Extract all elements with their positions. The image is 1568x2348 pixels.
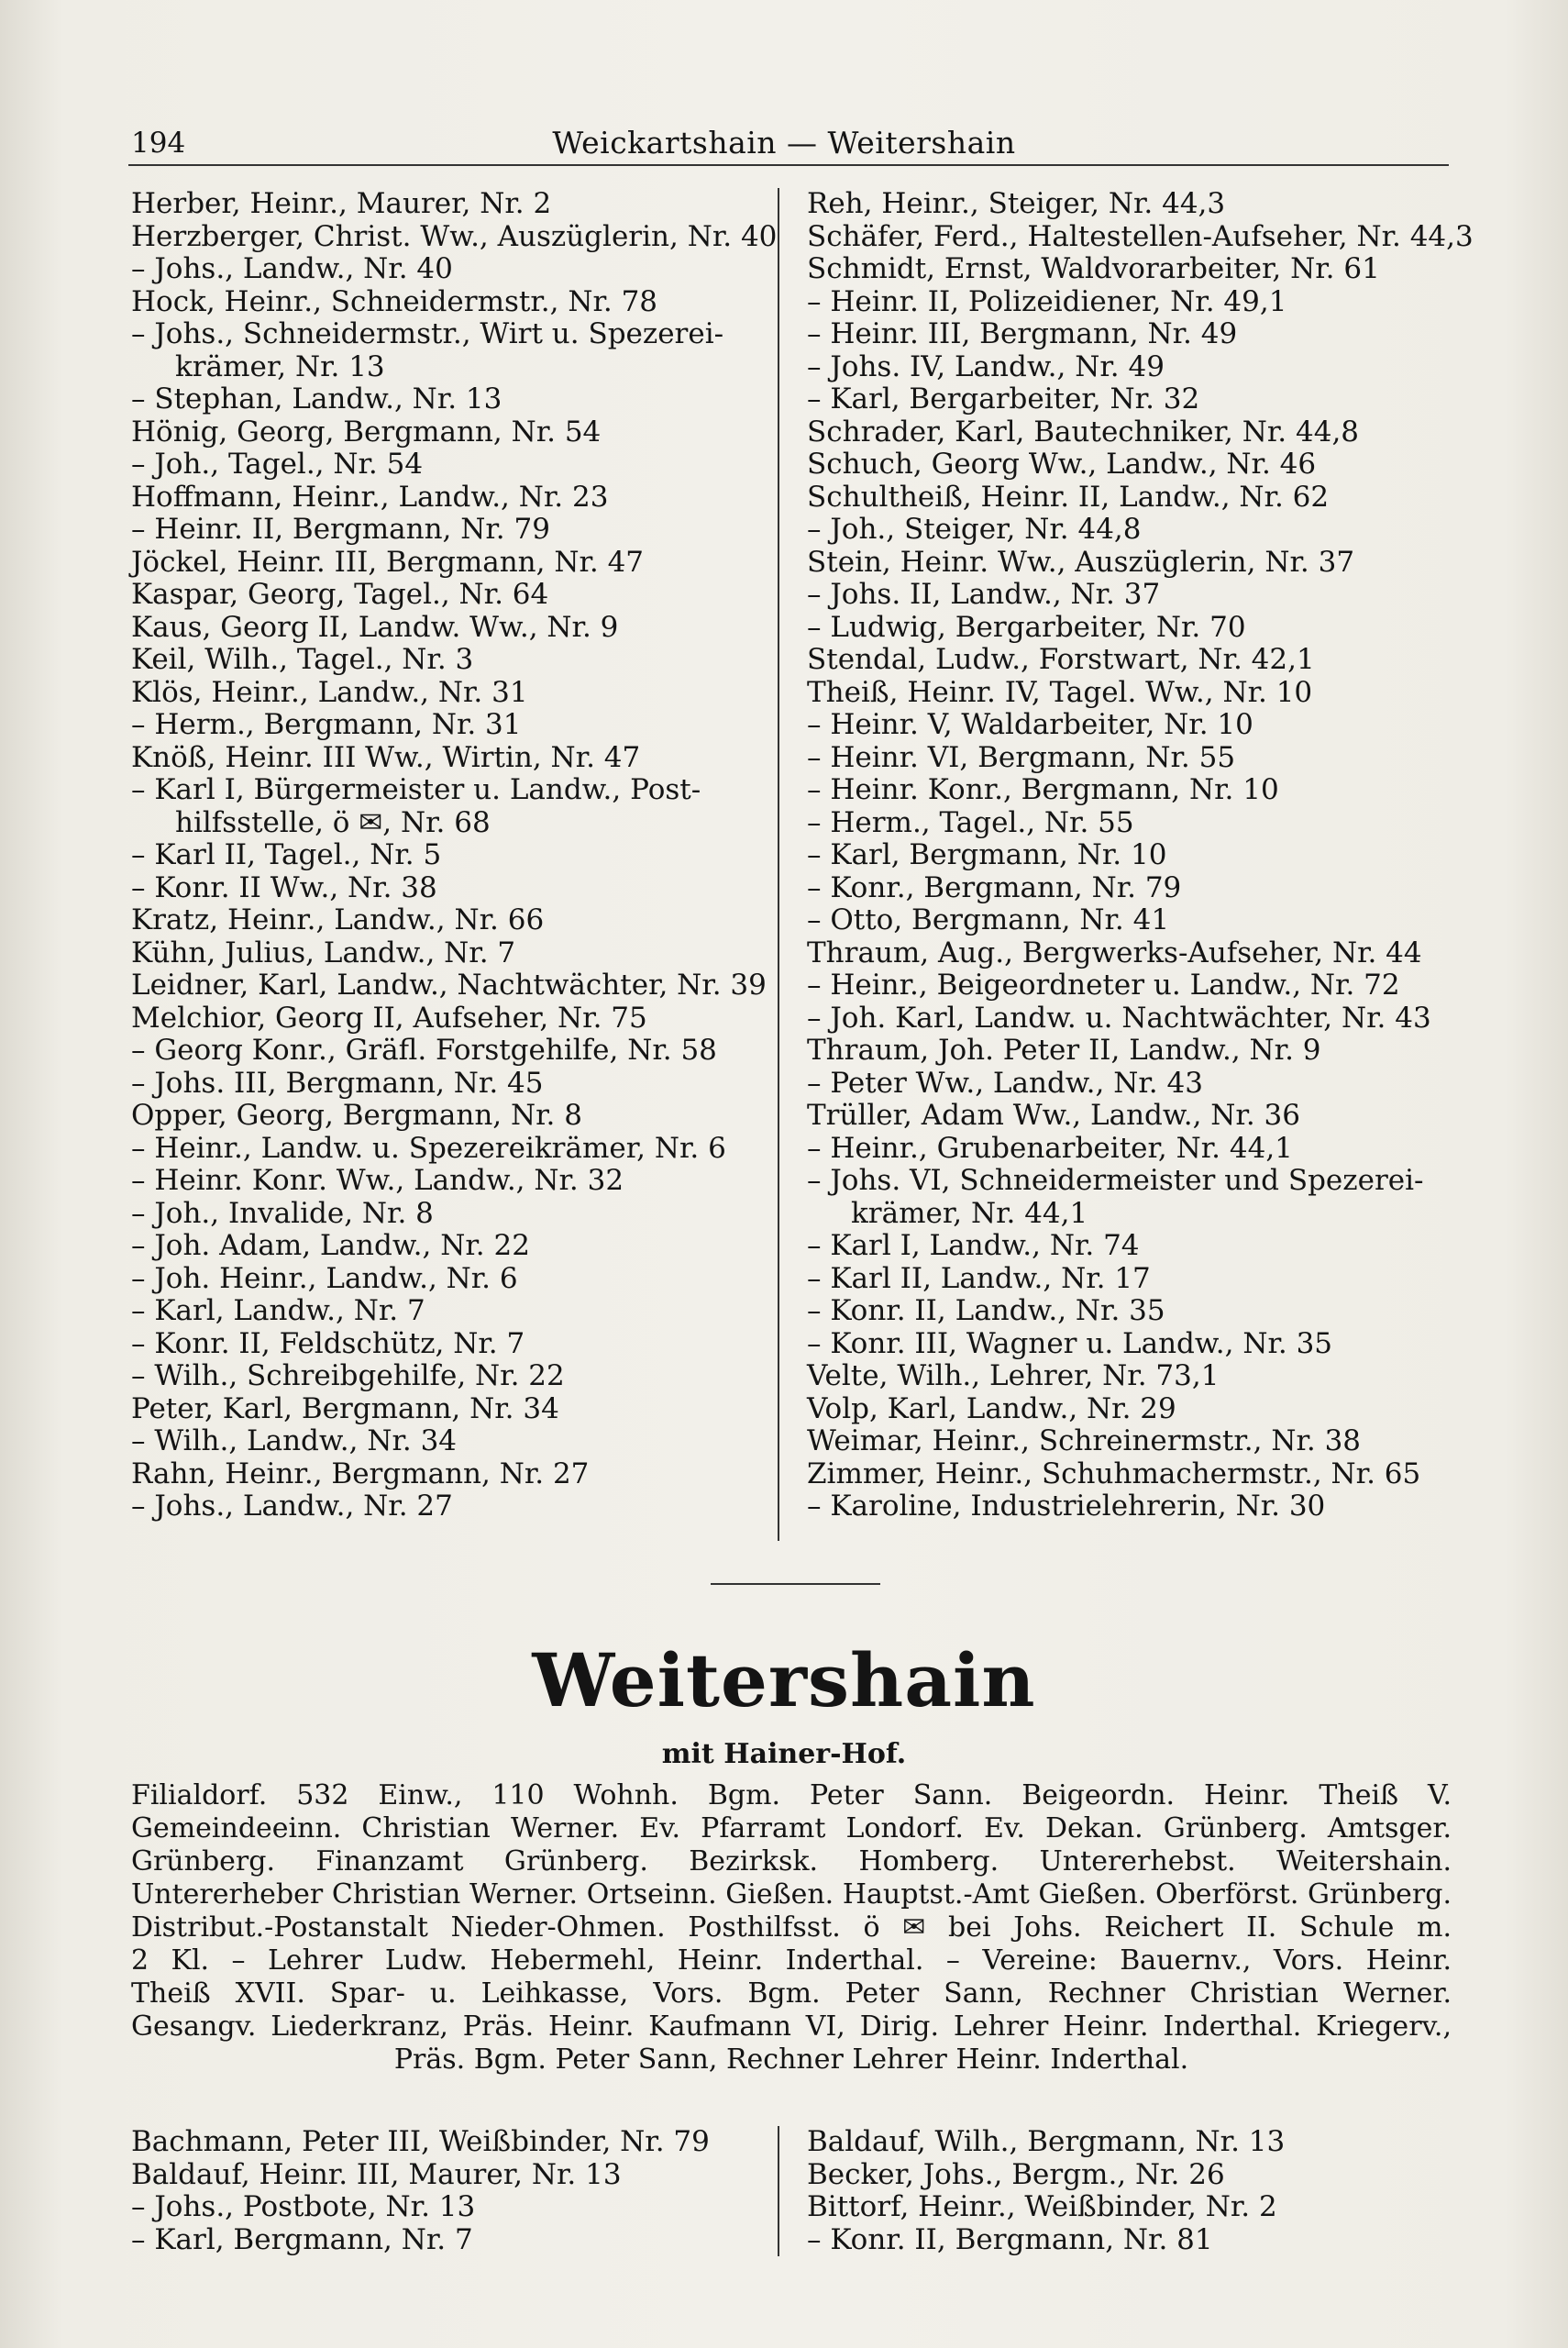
directory-entry: – Johs., Schneidermstr., Wirt u. Spezerei- <box>131 317 724 350</box>
description-line: Gemeindeeinn. Christian Werner. Ev. Pfarramt Londorf. Ev. Dekan. Grünberg. Amtsger. <box>131 1812 1452 1844</box>
directory-entry: Hoffmann, Heinr., Landw., Nr. 23 <box>131 480 609 514</box>
directory-entry: Herber, Heinr., Maurer, Nr. 2 <box>131 187 552 220</box>
description-line: Distribut.-Postanstalt Nieder-Ohmen. Posthilfsst. ö ✉ bei Johs. Reichert II. Schule m. <box>131 1911 1452 1944</box>
directory-entry: – Johs., Postbote, Nr. 13 <box>131 2190 476 2223</box>
directory-entry: – Joh., Invalide, Nr. 8 <box>131 1196 434 1230</box>
section-separator <box>711 1583 880 1585</box>
directory-entry: Velte, Wilh., Lehrer, Nr. 73,1 <box>807 1359 1220 1392</box>
directory-entry: Theiß, Heinr. IV, Tagel. Ww., Nr. 10 <box>807 675 1313 709</box>
directory-entry: Bittorf, Heinr., Weißbinder, Nr. 2 <box>807 2190 1277 2223</box>
directory-entry: – Herm., Bergmann, Nr. 31 <box>131 708 522 741</box>
directory-entry: – Joh. Heinr., Landw., Nr. 6 <box>131 1261 518 1295</box>
description-line: Filialdorf. 532 Einw., 110 Wohnh. Bgm. Peter Sann. Beigeordn. Heinr. Theiß V. <box>131 1779 1452 1811</box>
directory-entry: Kaus, Georg II, Landw. Ww., Nr. 9 <box>131 610 619 644</box>
directory-entry: – Heinr. II, Polizeidiener, Nr. 49,1 <box>807 284 1287 318</box>
directory-entry: – Konr. II Ww., Nr. 38 <box>131 870 437 904</box>
directory-entry: Rahn, Heinr., Bergmann, Nr. 27 <box>131 1456 590 1490</box>
directory-entry: Stendal, Ludw., Forstwart, Nr. 42,1 <box>807 643 1315 676</box>
directory-entry: Schultheiß, Heinr. II, Landw., Nr. 62 <box>807 480 1330 514</box>
directory-entry: Stein, Heinr. Ww., Auszüglerin, Nr. 37 <box>807 545 1355 579</box>
directory-entry: – Karl, Bergmann, Nr. 10 <box>807 838 1167 871</box>
description-line: Präs. Bgm. Peter Sann, Rechner Lehrer Heinr. Inderthal. <box>393 2043 1189 2076</box>
directory-entry: – Joh. Adam, Landw., Nr. 22 <box>131 1229 530 1262</box>
left-column <box>131 188 777 1523</box>
directory-entry: Trüller, Adam Ww., Landw., Nr. 36 <box>807 1099 1300 1132</box>
directory-entry: Kaspar, Georg, Tagel., Nr. 64 <box>131 578 549 611</box>
directory-entry: Keil, Wilh., Tagel., Nr. 3 <box>131 643 474 676</box>
directory-entry: – Heinr. VI, Bergmann, Nr. 55 <box>807 740 1236 774</box>
directory-entry: – Otto, Bergmann, Nr. 41 <box>807 903 1170 936</box>
bottom-right-column <box>807 2126 1285 2256</box>
directory-entry: Klös, Heinr., Landw., Nr. 31 <box>131 675 528 709</box>
directory-entry: – Karl, Bergmann, Nr. 7 <box>131 2222 473 2256</box>
directory-entry: Thraum, Aug., Bergwerks-Aufseher, Nr. 44 <box>807 936 1422 969</box>
column-divider <box>778 188 779 1541</box>
description-line: Grünberg. Finanzamt Grünberg. Bezirksk. Homberg. Untererhebst. Weitershain. <box>131 1845 1452 1877</box>
directory-entry: Volp, Karl, Landw., Nr. 29 <box>807 1391 1176 1425</box>
directory-entry: krämer, Nr. 44,1 <box>851 1196 1088 1230</box>
section-subtitle: mit Hainer-Hof. <box>661 1738 907 1770</box>
directory-entry: Opper, Georg, Bergmann, Nr. 8 <box>131 1099 582 1132</box>
directory-entry: – Joh., Steiger, Nr. 44,8 <box>807 513 1142 546</box>
directory-entry: – Wilh., Landw., Nr. 34 <box>131 1424 458 1457</box>
directory-entry: Kratz, Heinr., Landw., Nr. 66 <box>131 903 545 936</box>
directory-entry: – Herm., Tagel., Nr. 55 <box>807 805 1134 839</box>
directory-entry: – Heinr., Grubenarbeiter, Nr. 44,1 <box>807 1131 1293 1165</box>
bottom-column-divider <box>778 2126 779 2256</box>
page-number: 194 <box>131 127 186 160</box>
description-line: Theiß XVII. Spar- u. Leihkasse, Vors. Bgm. Peter Sann, Rechner Christian Werner. <box>131 1977 1452 2010</box>
directory-entry: Schäfer, Ferd., Haltestellen-Aufseher, Nr. 44,3 <box>807 219 1474 253</box>
directory-entry: – Karl, Bergarbeiter, Nr. 32 <box>807 382 1200 415</box>
directory-entry: Schmidt, Ernst, Waldvorarbeiter, Nr. 61 <box>807 252 1380 285</box>
directory-entry: Baldauf, Wilh., Bergmann, Nr. 13 <box>807 2125 1286 2158</box>
directory-entry: – Ludwig, Bergarbeiter, Nr. 70 <box>807 610 1246 644</box>
directory-entry: krämer, Nr. 13 <box>175 349 385 383</box>
directory-entry: – Johs. III, Bergmann, Nr. 45 <box>131 1066 544 1100</box>
directory-entry: Bachmann, Peter III, Weißbinder, Nr. 79 <box>131 2125 710 2158</box>
directory-entry: – Johs., Landw., Nr. 40 <box>131 252 453 285</box>
description-line: Gesangv. Liederkranz, Präs. Heinr. Kaufmann VI, Dirig. Lehrer Heinr. Inderthal. Kriegerv., <box>131 2010 1452 2043</box>
directory-entry: Leidner, Karl, Landw., Nachtwächter, Nr. 39 <box>131 969 767 1002</box>
directory-entry: Weimar, Heinr., Schreinermstr., Nr. 38 <box>807 1424 1362 1457</box>
directory-entry: – Johs. IV, Landw., Nr. 49 <box>807 349 1165 383</box>
description-line: 2 Kl. – Lehrer Ludw. Hebermehl, Heinr. Inderthal. – Vereine: Bauernv., Vors. Heinr. <box>131 1944 1452 1977</box>
directory-entry: – Konr. III, Wagner u. Landw., Nr. 35 <box>807 1326 1333 1360</box>
directory-entry: – Karl I, Landw., Nr. 74 <box>807 1229 1140 1262</box>
directory-entry: – Johs. VI, Schneidermeister und Spezerei- <box>807 1164 1424 1197</box>
directory-entry: hilfsstelle, ö ✉, Nr. 68 <box>175 805 491 839</box>
running-title: Weickartshain — Weitershain <box>552 125 1016 161</box>
directory-entry: – Heinr. II, Bergmann, Nr. 79 <box>131 513 550 546</box>
directory-entry: – Heinr. Konr., Bergmann, Nr. 10 <box>807 773 1279 806</box>
directory-entry: Thraum, Joh. Peter II, Landw., Nr. 9 <box>807 1034 1321 1067</box>
description-line: Untererheber Christian Werner. Ortseinn. Gießen. Hauptst.-Amt Gießen. Oberförst. Grünberg. <box>131 1878 1452 1911</box>
directory-entry: Kühn, Julius, Landw., Nr. 7 <box>131 936 516 969</box>
section-description <box>131 1779 1452 2077</box>
directory-entry: – Heinr. Konr. Ww., Landw., Nr. 32 <box>131 1164 624 1197</box>
directory-entry: – Georg Konr., Gräfl. Forstgehilfe, Nr. 58 <box>131 1034 717 1067</box>
directory-entry: – Karl I, Bürgermeister u. Landw., Post- <box>131 773 701 806</box>
directory-entry: – Heinr., Landw. u. Spezereikrämer, Nr. 6 <box>131 1131 726 1165</box>
directory-entry: – Joh., Tagel., Nr. 54 <box>131 448 424 481</box>
directory-entry: Melchior, Georg II, Aufseher, Nr. 75 <box>131 1001 647 1035</box>
directory-entry: – Konr. II, Landw., Nr. 35 <box>807 1294 1165 1327</box>
directory-entry: – Wilh., Schreibgehilfe, Nr. 22 <box>131 1359 565 1392</box>
directory-entry: Jöckel, Heinr. III, Bergmann, Nr. 47 <box>131 545 645 579</box>
directory-entry: Knöß, Heinr. III Ww., Wirtin, Nr. 47 <box>131 740 641 774</box>
directory-entry: – Peter Ww., Landw., Nr. 43 <box>807 1066 1203 1100</box>
header-rule <box>128 164 1449 166</box>
directory-entry: – Konr. II, Feldschütz, Nr. 7 <box>131 1326 525 1360</box>
directory-entry: – Konr. II, Bergmann, Nr. 81 <box>807 2222 1213 2256</box>
directory-entry: Hönig, Georg, Bergmann, Nr. 54 <box>131 415 602 449</box>
directory-entry: Baldauf, Heinr. III, Maurer, Nr. 13 <box>131 2157 622 2191</box>
directory-entry: Hock, Heinr., Schneidermstr., Nr. 78 <box>131 284 658 318</box>
directory-entry: – Karl II, Landw., Nr. 17 <box>807 1261 1151 1295</box>
directory-entry: Peter, Karl, Bergmann, Nr. 34 <box>131 1391 559 1425</box>
directory-entry: – Heinr., Beigeordneter u. Landw., Nr. 72 <box>807 969 1400 1002</box>
directory-entry: – Konr., Bergmann, Nr. 79 <box>807 870 1182 904</box>
directory-entry: – Karoline, Industrielehrerin, Nr. 30 <box>807 1490 1326 1523</box>
directory-entry: – Karl II, Tagel., Nr. 5 <box>131 838 442 871</box>
directory-entry: – Stephan, Landw., Nr. 13 <box>131 382 502 415</box>
directory-entry: – Heinr. V, Waldarbeiter, Nr. 10 <box>807 708 1253 741</box>
directory-entry: Schrader, Karl, Bautechniker, Nr. 44,8 <box>807 415 1360 449</box>
section-title: Weitershain <box>532 1637 1036 1723</box>
bottom-left-column <box>131 2126 710 2256</box>
directory-entry: Schuch, Georg Ww., Landw., Nr. 46 <box>807 448 1317 481</box>
directory-entry: – Heinr. III, Bergmann, Nr. 49 <box>807 317 1238 350</box>
directory-entry: Becker, Johs., Bergm., Nr. 26 <box>807 2157 1225 2191</box>
directory-entry: Zimmer, Heinr., Schuhmachermstr., Nr. 65 <box>807 1456 1421 1490</box>
directory-entry: – Joh. Karl, Landw. u. Nachtwächter, Nr. 43 <box>807 1001 1431 1035</box>
directory-entry: – Johs. II, Landw., Nr. 37 <box>807 578 1161 611</box>
right-column <box>807 188 1474 1523</box>
directory-entry: Reh, Heinr., Steiger, Nr. 44,3 <box>807 187 1226 220</box>
directory-entry: – Johs., Landw., Nr. 27 <box>131 1490 453 1523</box>
directory-entry: Herzberger, Christ. Ww., Auszüglerin, Nr. 40 <box>131 219 778 253</box>
directory-entry: – Karl, Landw., Nr. 7 <box>131 1294 425 1327</box>
